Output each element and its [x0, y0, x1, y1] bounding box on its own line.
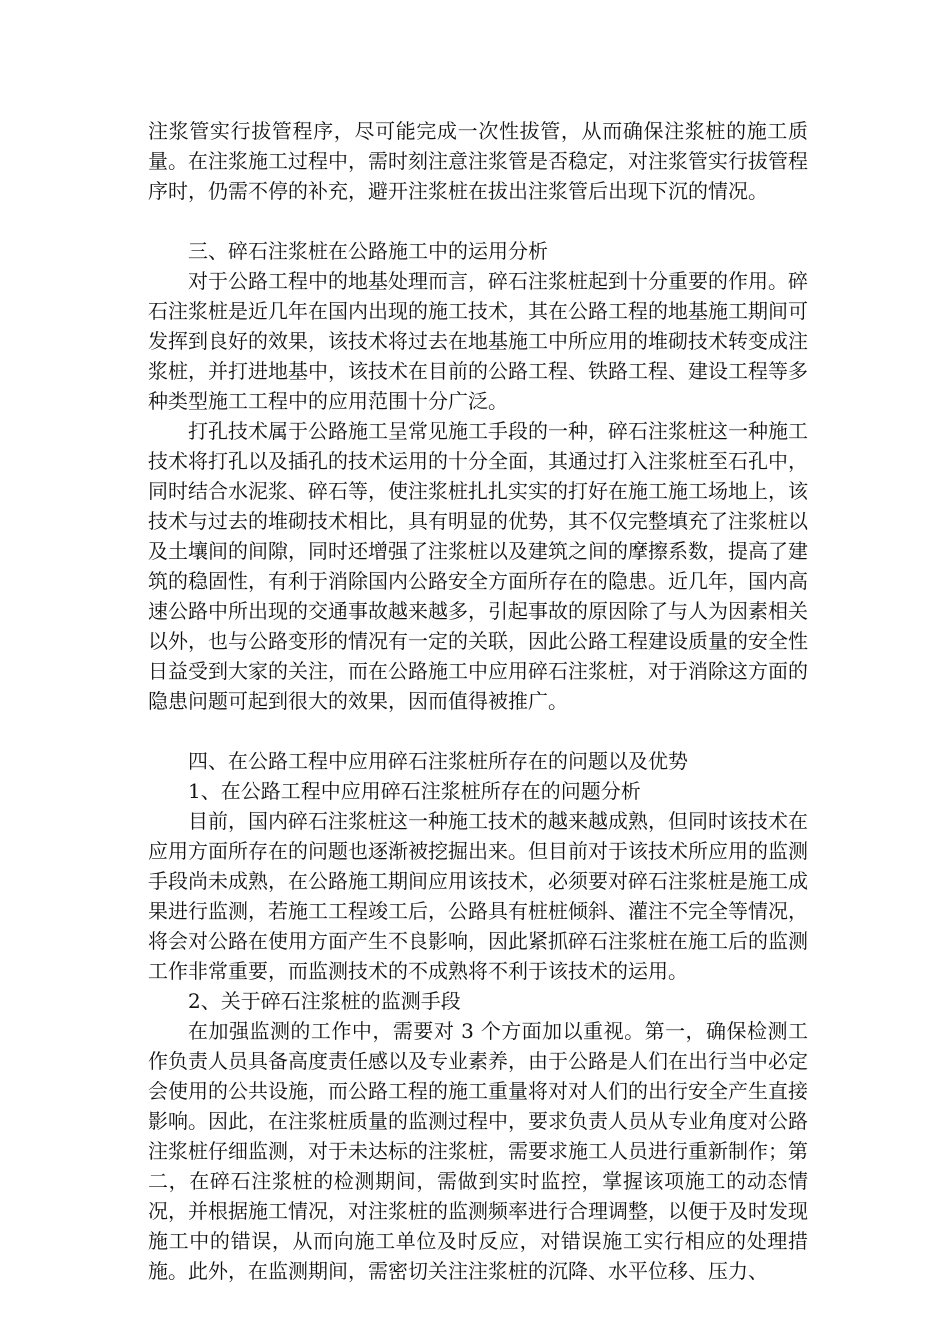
subsection-heading-4-2: 2、关于碎石注浆桩的监测手段: [188, 989, 461, 1013]
paragraph-problem-analysis: 目前，国内碎石注浆桩这一种施工技术的越来越成熟，但同时该技术在应用方面所存在的问题也逐渐被挖掘出来。但目前对于该技术所应用的监测手段尚未成熟，在公路施工期间应用该技术，必须要对碎石注浆桩是施工成果进行监测，若施工工程竣工后，公路具有桩桩倾斜、灌注不完全等情况，将会对公路在使用方面产生不良影响，因此紧抓碎石注浆桩在施工后的监测工作非常重要，而监测技术的不成熟将不利于该技术的运用。: [148, 809, 808, 983]
section-heading-4: 四、在公路工程中应用碎石注浆桩所存在的问题以及优势: [188, 749, 688, 773]
paragraph-grouting-pipe-extraction: 注浆管实行拔管程序，尽可能完成一次性拔管，从而确保注浆桩的施工质量。在注浆施工过程中，需时刻注意注浆管是否稳定，对注浆管实行拔管程序时，仍需不停的补充，避开注浆桩在拔出注浆管后出现下沉的情况。: [148, 119, 808, 203]
paragraph-monitoring-methods: 在加强监测的工作中，需要对 3 个方面加以重视。第一，确保检测工作负责人员具备高度责任感以及专业素养，由于公路是人们在出行当中必定会使用的公共设施，而公路工程的施工重量将对对人们的出行安全产生直接影响。因此，在注浆桩质量的监测过程中，要求负责人员从专业角度对公路注浆桩仔细监测，对于未达标的注浆桩，需要求施工人员进行重新制作；第二，在碎石注浆桩的检测期间，需做到实时监控，掌握该项施工的动态情况，并根据施工情况，对注浆桩的监测频率进行合理调整，以便于及时发现施工中的错误，从而向施工单位及时反应，对错误施工实行相应的处理措施。此外，在监测期间，需密切关注注浆桩的沉降、水平位移、压力、: [148, 1019, 808, 1283]
paragraph-drilling-technique: 打孔技术属于公路施工呈常见施工手段的一种，碎石注浆桩这一种施工技术将打孔以及插孔的技术运用的十分全面，其通过打入注浆桩至石孔中，同时结合水泥浆、碎石等，使注浆桩扎扎实实的打好在施工施工场地上，该技术与过去的堆砌技术相比，具有明显的优势，其不仅完整填充了注浆桩以及土壤间的间隙，同时还增强了注浆桩以及建筑之间的摩擦系数，提高了建筑的稳固性，有利于消除国内公路安全方面所存在的隐患。近几年，国内高速公路中所出现的交通事故越来越多，引起事故的原因除了与人为因素相关以外，也与公路变形的情况有一定的关联，因此公路工程建设质量的安全性日益受到大家的关注，而在公路施工中应用碎石注浆桩，对于消除这方面的隐患问题可起到很大的效果，因而值得被推广。: [148, 419, 808, 713]
paragraph-foundation-treatment: 对于公路工程中的地基处理而言，碎石注浆桩起到十分重要的作用。碎石注浆桩是近几年在国内出现的施工技术，其在公路工程的地基施工期间可发挥到良好的效果，该技术将过去在地基施工中所应用的堆砌技术转变成注浆桩，并打进地基中，该技术在目前的公路工程、铁路工程、建设工程等多种类型施工工程中的应用范围十分广泛。: [148, 269, 808, 413]
section-heading-3: 三、碎石注浆桩在公路施工中的运用分析: [188, 239, 548, 263]
paragraph-spacer: [148, 716, 808, 746]
paragraph-spacer: [148, 206, 808, 236]
document-body: [148, 116, 808, 1286]
subsection-heading-4-1: 1、在公路工程中应用碎石注浆桩所存在的问题分析: [188, 779, 641, 803]
